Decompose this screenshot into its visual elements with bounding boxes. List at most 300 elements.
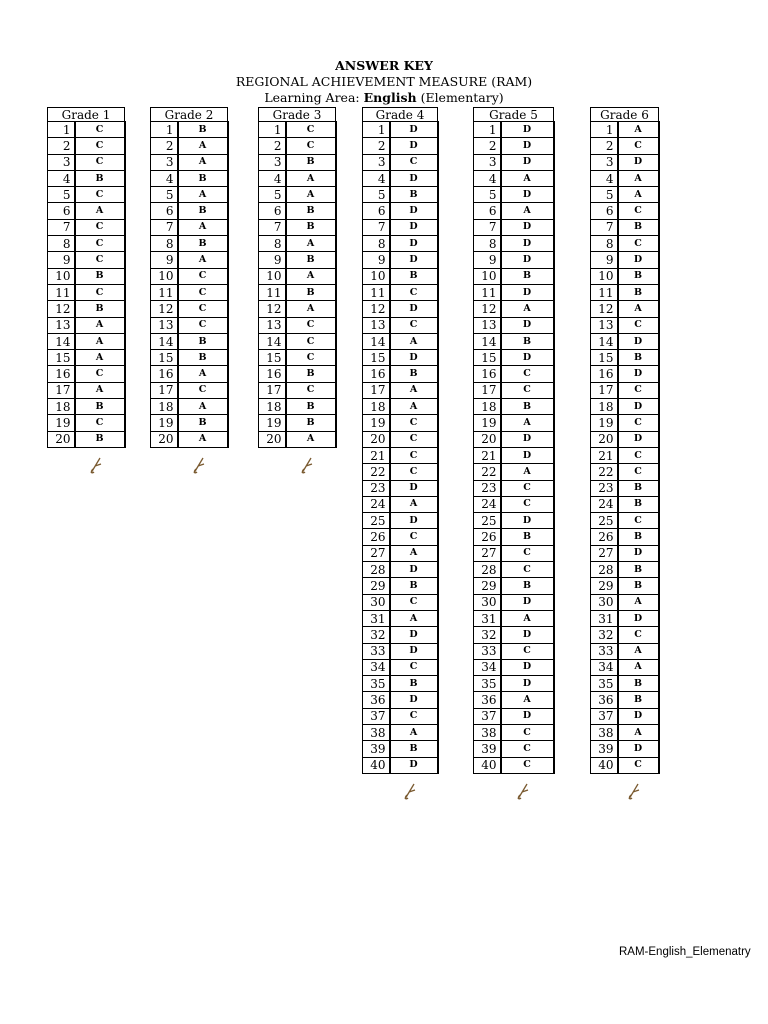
learning-area-level: (Elementary) [420, 90, 504, 105]
answer-letter: D [390, 122, 438, 138]
item-number: 10 [363, 268, 390, 284]
answer-letter: C [178, 317, 228, 333]
item-number: 3 [474, 154, 501, 170]
answer-row [151, 317, 228, 333]
answer-row [363, 301, 438, 317]
answer-letter: A [390, 545, 438, 561]
answer-letter: B [286, 366, 336, 382]
item-number: 12 [151, 301, 178, 317]
answer-letter: A [286, 236, 336, 252]
grade-table [362, 107, 439, 774]
answer-row [48, 203, 125, 219]
answer-row [151, 219, 228, 235]
item-number: 16 [591, 366, 618, 382]
item-number: 28 [363, 562, 390, 578]
answer-row [591, 170, 659, 186]
answer-letter: D [501, 659, 554, 675]
item-number: 8 [591, 236, 618, 252]
initials-mark-icon [88, 455, 104, 475]
grade-title: Grade 2 [151, 108, 228, 122]
answer-letter: C [618, 627, 659, 643]
item-number: 2 [591, 138, 618, 154]
item-number: 13 [151, 317, 178, 333]
answer-letter: A [390, 496, 438, 512]
item-number: 18 [474, 399, 501, 415]
grade-title: Grade 1 [48, 108, 125, 122]
answer-letter: C [501, 480, 554, 496]
answer-row [363, 366, 438, 382]
item-number: 15 [363, 350, 390, 366]
answer-letter: D [501, 708, 554, 724]
item-number: 32 [363, 627, 390, 643]
answer-row [363, 480, 438, 496]
answer-letter: B [501, 333, 554, 349]
answer-row [474, 545, 554, 561]
answer-row [474, 464, 554, 480]
item-number: 30 [474, 594, 501, 610]
answer-letter: C [390, 659, 438, 675]
answer-row [363, 659, 438, 675]
answer-letter: A [286, 187, 336, 203]
answer-letter: A [618, 301, 659, 317]
answer-letter: C [178, 382, 228, 398]
item-number: 35 [363, 676, 390, 692]
item-number: 2 [259, 138, 286, 154]
answer-row [48, 301, 125, 317]
answer-row [259, 187, 336, 203]
answer-row [363, 708, 438, 724]
answer-row [151, 252, 228, 268]
answer-row [151, 301, 228, 317]
item-number: 29 [591, 578, 618, 594]
answer-row [591, 366, 659, 382]
answer-letter: D [390, 170, 438, 186]
answer-row [259, 366, 336, 382]
answer-row [474, 301, 554, 317]
item-number: 36 [474, 692, 501, 708]
answer-letter: A [75, 317, 125, 333]
item-number: 11 [151, 284, 178, 300]
item-number: 21 [474, 447, 501, 463]
answer-letter: A [390, 724, 438, 740]
item-number: 20 [48, 431, 75, 447]
answer-row [591, 268, 659, 284]
answer-letter: C [286, 317, 336, 333]
answer-letter: A [75, 333, 125, 349]
item-number: 6 [259, 203, 286, 219]
item-number: 18 [363, 399, 390, 415]
answer-letter: B [501, 268, 554, 284]
answer-row [363, 578, 438, 594]
item-number: 31 [363, 610, 390, 626]
item-number: 33 [363, 643, 390, 659]
answer-row [591, 399, 659, 415]
item-number: 6 [591, 203, 618, 219]
answer-row [151, 122, 228, 138]
answer-row [474, 431, 554, 447]
answer-letter: B [390, 268, 438, 284]
item-number: 10 [591, 268, 618, 284]
answer-row [48, 170, 125, 186]
answer-row [591, 529, 659, 545]
item-number: 17 [591, 382, 618, 398]
answer-row [474, 350, 554, 366]
answer-row [363, 187, 438, 203]
answer-row [474, 594, 554, 610]
item-number: 7 [151, 219, 178, 235]
answer-letter: A [618, 594, 659, 610]
answer-letter: B [286, 284, 336, 300]
answer-row [474, 187, 554, 203]
answer-letter: A [501, 415, 554, 431]
item-number: 5 [151, 187, 178, 203]
item-number: 40 [591, 757, 618, 773]
answer-row [363, 382, 438, 398]
answer-row [48, 187, 125, 203]
answer-row [363, 594, 438, 610]
answer-row [474, 284, 554, 300]
answer-row [474, 480, 554, 496]
item-number: 6 [151, 203, 178, 219]
answer-row [363, 741, 438, 757]
answer-row [363, 154, 438, 170]
item-number: 17 [151, 382, 178, 398]
answer-letter: B [75, 170, 125, 186]
item-number: 10 [259, 268, 286, 284]
item-number: 21 [363, 447, 390, 463]
item-number: 14 [474, 333, 501, 349]
item-number: 33 [591, 643, 618, 659]
item-number: 18 [48, 399, 75, 415]
item-number: 4 [151, 170, 178, 186]
answer-row [591, 187, 659, 203]
item-number: 19 [259, 415, 286, 431]
answer-letter: A [618, 187, 659, 203]
item-number: 11 [591, 284, 618, 300]
item-number: 32 [591, 627, 618, 643]
grade-table [258, 107, 337, 448]
answer-letter: B [75, 301, 125, 317]
answer-row [591, 464, 659, 480]
answer-row [591, 692, 659, 708]
item-number: 11 [48, 284, 75, 300]
item-number: 6 [363, 203, 390, 219]
answer-row [363, 529, 438, 545]
item-number: 28 [474, 562, 501, 578]
answer-letter: D [501, 431, 554, 447]
item-number: 36 [363, 692, 390, 708]
answer-row [591, 480, 659, 496]
item-number: 2 [48, 138, 75, 154]
item-number: 19 [591, 415, 618, 431]
item-number: 1 [48, 122, 75, 138]
answer-row [259, 122, 336, 138]
item-number: 20 [591, 431, 618, 447]
answer-row [48, 252, 125, 268]
item-number: 11 [259, 284, 286, 300]
answer-letter: D [390, 643, 438, 659]
item-number: 16 [151, 366, 178, 382]
item-number: 25 [474, 513, 501, 529]
answer-row [474, 252, 554, 268]
item-number: 12 [259, 301, 286, 317]
item-number: 18 [151, 399, 178, 415]
item-number: 5 [48, 187, 75, 203]
answer-row [591, 236, 659, 252]
answer-row [591, 415, 659, 431]
answer-letter: A [286, 431, 336, 447]
item-number: 14 [591, 333, 618, 349]
answer-row [474, 741, 554, 757]
answer-row [363, 627, 438, 643]
answer-letter: A [178, 399, 228, 415]
item-number: 11 [474, 284, 501, 300]
answer-row [48, 317, 125, 333]
item-number: 15 [48, 350, 75, 366]
answer-row [591, 154, 659, 170]
answer-letter: D [501, 122, 554, 138]
answer-letter: A [501, 610, 554, 626]
answer-letter: C [501, 366, 554, 382]
learning-area-line [0, 92, 768, 105]
answer-row [48, 333, 125, 349]
answer-letter: C [75, 122, 125, 138]
answer-letter: C [501, 382, 554, 398]
answer-row [591, 578, 659, 594]
answer-letter: D [618, 610, 659, 626]
answer-letter: A [501, 692, 554, 708]
answer-letter: B [178, 333, 228, 349]
answer-letter: C [618, 317, 659, 333]
item-number: 31 [474, 610, 501, 626]
answer-row [474, 659, 554, 675]
item-number: 15 [474, 350, 501, 366]
answer-letter: B [75, 431, 125, 447]
answer-row [474, 170, 554, 186]
item-number: 23 [363, 480, 390, 496]
answer-letter: D [390, 138, 438, 154]
answer-row [363, 724, 438, 740]
answer-letter: D [390, 757, 438, 773]
grade-title: Grade 3 [259, 108, 336, 122]
answer-letter: A [286, 170, 336, 186]
item-number: 30 [591, 594, 618, 610]
answer-letter: B [618, 480, 659, 496]
item-number: 37 [363, 708, 390, 724]
item-number: 10 [151, 268, 178, 284]
item-number: 4 [591, 170, 618, 186]
answer-letter: B [618, 578, 659, 594]
item-number: 7 [591, 219, 618, 235]
answer-letter: C [618, 236, 659, 252]
item-number: 31 [591, 610, 618, 626]
item-number: 13 [48, 317, 75, 333]
answer-letter: D [390, 236, 438, 252]
answer-letter: C [75, 284, 125, 300]
answer-letter: A [75, 350, 125, 366]
answer-row [259, 252, 336, 268]
answer-letter: C [390, 594, 438, 610]
answer-row [48, 284, 125, 300]
answer-row [363, 562, 438, 578]
grade-table [473, 107, 555, 774]
answer-row [591, 594, 659, 610]
answer-letter: D [501, 627, 554, 643]
item-number: 36 [591, 692, 618, 708]
answer-row [48, 154, 125, 170]
answer-letter: D [501, 284, 554, 300]
answer-row [474, 610, 554, 626]
item-number: 28 [591, 562, 618, 578]
item-number: 38 [591, 724, 618, 740]
item-number: 16 [259, 366, 286, 382]
answer-letter: C [390, 431, 438, 447]
answer-letter: C [501, 757, 554, 773]
answer-letter: C [618, 415, 659, 431]
answer-row [48, 431, 125, 447]
item-number: 16 [48, 366, 75, 382]
answer-row [591, 562, 659, 578]
answer-letter: A [618, 643, 659, 659]
answer-row [151, 154, 228, 170]
answer-letter: B [618, 562, 659, 578]
item-number: 22 [591, 464, 618, 480]
answer-letter: D [618, 154, 659, 170]
grade-title: Grade 4 [363, 108, 438, 122]
answer-letter: C [618, 447, 659, 463]
answer-letter: C [390, 708, 438, 724]
answer-letter: C [75, 219, 125, 235]
item-number: 38 [474, 724, 501, 740]
answer-letter: C [618, 464, 659, 480]
item-number: 14 [259, 333, 286, 349]
answer-letter: B [178, 122, 228, 138]
answer-row [48, 350, 125, 366]
answer-row [259, 301, 336, 317]
answer-row [474, 643, 554, 659]
answer-row [363, 431, 438, 447]
answer-letter: B [178, 170, 228, 186]
answer-row [591, 203, 659, 219]
answer-row [259, 268, 336, 284]
answer-row [474, 496, 554, 512]
item-number: 3 [48, 154, 75, 170]
answer-row [363, 268, 438, 284]
answer-letter: C [501, 545, 554, 561]
answer-letter: B [178, 203, 228, 219]
item-number: 24 [363, 496, 390, 512]
item-number: 2 [363, 138, 390, 154]
answer-row [591, 333, 659, 349]
item-number: 34 [363, 659, 390, 675]
answer-letter: D [618, 366, 659, 382]
item-number: 32 [474, 627, 501, 643]
answer-row [363, 545, 438, 561]
answer-letter: B [286, 219, 336, 235]
item-number: 3 [259, 154, 286, 170]
answer-row [259, 333, 336, 349]
answer-letter: A [178, 138, 228, 154]
answer-row [363, 643, 438, 659]
answer-letter: C [618, 382, 659, 398]
answer-row [474, 724, 554, 740]
answer-letter: A [178, 252, 228, 268]
item-number: 17 [48, 382, 75, 398]
item-number: 8 [48, 236, 75, 252]
answer-row [151, 284, 228, 300]
item-number: 19 [48, 415, 75, 431]
answer-letter: B [390, 366, 438, 382]
item-number: 17 [474, 382, 501, 398]
answer-row [591, 659, 659, 675]
item-number: 4 [474, 170, 501, 186]
answer-row [151, 350, 228, 366]
item-number: 15 [591, 350, 618, 366]
page-footer: RAM-English_Elemenatry [619, 946, 751, 958]
answer-row [474, 757, 554, 773]
answer-row [259, 399, 336, 415]
item-number: 10 [474, 268, 501, 284]
answer-row [151, 170, 228, 186]
answer-letter: A [286, 301, 336, 317]
answer-letter: A [178, 154, 228, 170]
answer-row [474, 513, 554, 529]
answer-letter: D [618, 708, 659, 724]
answer-letter: D [501, 252, 554, 268]
item-number: 19 [363, 415, 390, 431]
answer-letter: C [618, 138, 659, 154]
answer-letter: D [501, 676, 554, 692]
answer-letter: A [618, 724, 659, 740]
answer-row [151, 187, 228, 203]
answer-row [151, 138, 228, 154]
item-number: 26 [474, 529, 501, 545]
answer-row [48, 399, 125, 415]
answer-letter: D [501, 187, 554, 203]
answer-letter: B [178, 236, 228, 252]
answer-row [474, 692, 554, 708]
item-number: 6 [474, 203, 501, 219]
item-number: 12 [591, 301, 618, 317]
item-number: 9 [259, 252, 286, 268]
answer-row [259, 154, 336, 170]
answer-row [363, 236, 438, 252]
grade-table [47, 107, 126, 448]
answer-row [474, 676, 554, 692]
answer-letter: B [618, 692, 659, 708]
item-number: 18 [259, 399, 286, 415]
answer-row [474, 236, 554, 252]
answer-letter: D [390, 513, 438, 529]
answer-letter: D [390, 252, 438, 268]
answer-row [591, 676, 659, 692]
answer-letter: C [75, 138, 125, 154]
answer-row [591, 301, 659, 317]
item-number: 9 [474, 252, 501, 268]
answer-row [591, 545, 659, 561]
answer-letter: B [286, 203, 336, 219]
answer-row [363, 447, 438, 463]
answer-letter: D [618, 431, 659, 447]
item-number: 4 [363, 170, 390, 186]
item-number: 25 [591, 513, 618, 529]
item-number: 38 [363, 724, 390, 740]
answer-letter: D [501, 219, 554, 235]
answer-row [151, 268, 228, 284]
item-number: 18 [591, 399, 618, 415]
item-number: 7 [259, 219, 286, 235]
answer-letter: C [75, 154, 125, 170]
